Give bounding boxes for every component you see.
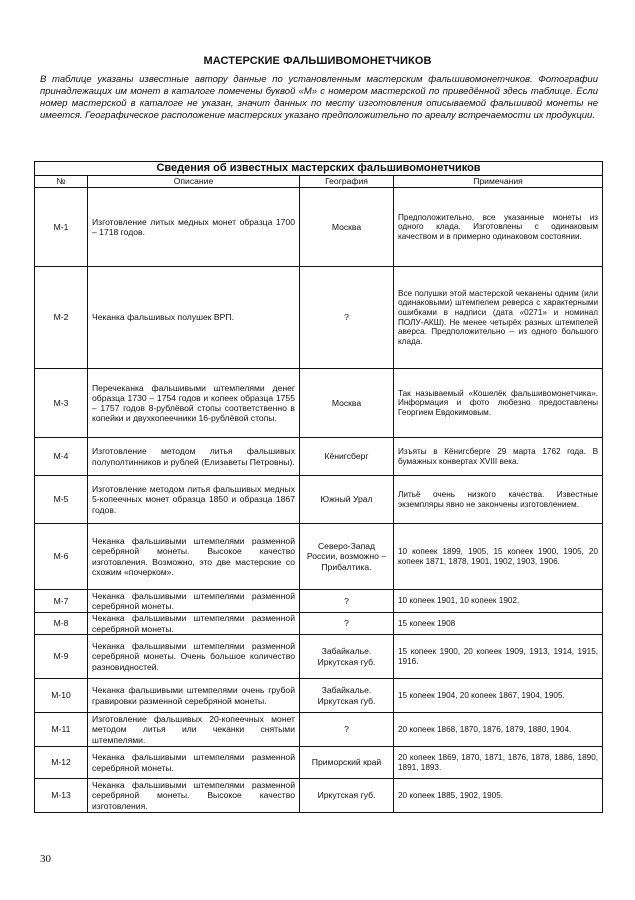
row-description: Чеканка фальшивыми штемпелями разменной серебряной монеты. Очень большое количество разновидностей. xyxy=(88,635,300,679)
row-description: Изготовление фальшивых 20-копеечных монет методом литья или чеканки снятыми штемпелями. xyxy=(88,713,300,747)
row-geography: Москва xyxy=(300,369,394,438)
table-row xyxy=(35,524,603,590)
row-notes: Литьё очень низкого качества. Известные экземпляры явно не закончены изготовлением. xyxy=(394,476,603,524)
header-description: Описание xyxy=(88,176,300,188)
row-description: Чеканка фальшивыми штемпелями очень грубой гравировки разменной серебряной монеты. xyxy=(88,679,300,713)
row-description: Чеканка фальшивыми штемпелями разменной серебряной монеты. xyxy=(88,590,300,613)
row-number: М-5 xyxy=(35,476,88,524)
row-geography: Южный Урал xyxy=(300,476,394,524)
row-notes: 20 копеек 1869, 1870, 1871, 1876, 1878, 1886, 1890, 1891, 1893. xyxy=(394,747,603,779)
row-notes: Так называемый «Кошелёк фальшивомонетчика». Информация и фото любезно предоставлены Георгием Евдокимовым. xyxy=(394,369,603,438)
table-row xyxy=(35,779,603,813)
row-number: М-10 xyxy=(35,679,88,713)
table-row xyxy=(35,747,603,779)
row-geography: ? xyxy=(300,713,394,747)
header-notes: Примечания xyxy=(394,176,603,188)
row-notes: 20 копеек 1868, 1870, 1876, 1879, 1880, 1904. xyxy=(394,713,603,747)
row-number: М-3 xyxy=(35,369,88,438)
table-row xyxy=(35,613,603,635)
row-notes: Предположительно, все указанные монеты из одного клада. Изготовлены с одинаковым качеством и в примерно одинаковом состоянии. xyxy=(394,188,603,267)
table-row xyxy=(35,679,603,713)
row-description: Чеканка фальшивыми штемпелями разменной серебряной монеты. Высокое качество изготовления. xyxy=(88,779,300,813)
row-notes: 15 копеек 1908 xyxy=(394,613,603,635)
row-description: Перечеканка фальшивыми штемпелями денег образца 1730 – 1754 годов и копеек образца 1755 – 1757 годов 8-рублёвой стопы соответственно в копейки и двухкопеечники 16-рублёвой стопы. xyxy=(88,369,300,438)
row-description: Изготовление методом литья фальшивых полуполтинников и рублей (Елизаветы Петровны). xyxy=(88,438,300,476)
row-number: М-4 xyxy=(35,438,88,476)
row-geography: ? xyxy=(300,613,394,635)
table-row xyxy=(35,188,603,267)
row-description: Чеканка фальшивыми штемпелями разменной серебряной монеты. Высокое качество изготовления. Возможно, это две мастерские со схожим «почерком». xyxy=(88,524,300,590)
row-number: М-8 xyxy=(35,613,88,635)
row-geography: Приморский край xyxy=(300,747,394,779)
table-row xyxy=(35,476,603,524)
table-row xyxy=(35,713,603,747)
row-description: Чеканка фальшивыми штемпелями разменной серебряной монеты. xyxy=(88,747,300,779)
row-geography: Москва xyxy=(300,188,394,267)
row-notes: Изъяты в Кёнигсберге 29 марта 1762 года. В бумажных конвертах XVIII века. xyxy=(394,438,603,476)
page-number: 30 xyxy=(40,853,51,865)
page-title: МАСТЕРСКИЕ ФАЛЬШИВОМОНЕТЧИКОВ xyxy=(203,55,432,67)
row-number: М-11 xyxy=(35,713,88,747)
table-caption: Сведения об известных мастерских фальшивомонетчиков xyxy=(35,162,603,176)
row-notes: 10 копеек 1899, 1905, 15 копеек 1900, 1905, 20 копеек 1871, 1878, 1901, 1902, 1903, 1906. xyxy=(394,524,603,590)
row-geography: ? xyxy=(300,590,394,613)
row-description: Изготовление литых медных монет образца 1700 – 1718 годов. xyxy=(88,188,300,267)
row-notes: 15 копеек 1900, 20 копеек 1909, 1913, 1914, 1915, 1916. xyxy=(394,635,603,679)
row-notes: 20 копеек 1885, 1902, 1905. xyxy=(394,779,603,813)
row-number: М-13 xyxy=(35,779,88,813)
row-geography: ? xyxy=(300,267,394,369)
row-number: М-7 xyxy=(35,590,88,613)
row-description: Изготовление методом литья фальшивых медных 5-копеечных монет образца 1850 и образца 1867 годов. xyxy=(88,476,300,524)
row-geography: Кёнигсберг xyxy=(300,438,394,476)
row-description: Чеканка фальшивыми штемпелями разменной серебряной монеты. xyxy=(88,613,300,635)
row-number: М-9 xyxy=(35,635,88,679)
row-description: Чеканка фальшивых полушек ВРП. xyxy=(88,267,300,369)
table-caption-row xyxy=(35,162,603,176)
row-geography: Забайкалье. Иркутская губ. xyxy=(300,679,394,713)
table-row xyxy=(35,635,603,679)
header-number: № xyxy=(35,176,88,188)
intro-paragraph: В таблице указаны известные автору данные по установленным мастерским фальшивомонетчиков. Фотографии принадлежащих им монет в каталоге помечены буквой «М» с номером мастерской по приведённой здесь таблице. Если номер мастерской в каталоге не указан, значит данных по месту изготовления описываемой фальшивой монеты не имеется. Географическое расположение мастерских указано предположительно по ареалу встречаемости их продукции. xyxy=(40,74,598,121)
workshops-table xyxy=(34,161,603,813)
row-geography: Иркутская губ. xyxy=(300,779,394,813)
row-notes: Все полушки этой мастерской чеканены одним (или одинаковыми) штемпелем реверса с характерными ошибками в надписи (дата «0271» и номинал ПОЛУ-АКШ). Не менее четырёх разных штемпелей аверса. Предположительно – из одного большого клада. xyxy=(394,267,603,369)
table-row xyxy=(35,590,603,613)
row-geography: Забайкалье. Иркутская губ. xyxy=(300,635,394,679)
row-number: М-6 xyxy=(35,524,88,590)
table-row xyxy=(35,438,603,476)
table-row xyxy=(35,369,603,438)
table-row xyxy=(35,267,603,369)
row-geography: Северо-Запад России, возможно – Прибалтика. xyxy=(300,524,394,590)
header-geography: География xyxy=(300,176,394,188)
row-number: М-1 xyxy=(35,188,88,267)
table-header-row xyxy=(35,176,603,188)
row-number: М-2 xyxy=(35,267,88,369)
row-notes: 15 копеек 1904, 20 копеек 1867, 1904, 1905. xyxy=(394,679,603,713)
row-notes: 10 копеек 1901, 10 копеек 1902. xyxy=(394,590,603,613)
row-number: М-12 xyxy=(35,747,88,779)
